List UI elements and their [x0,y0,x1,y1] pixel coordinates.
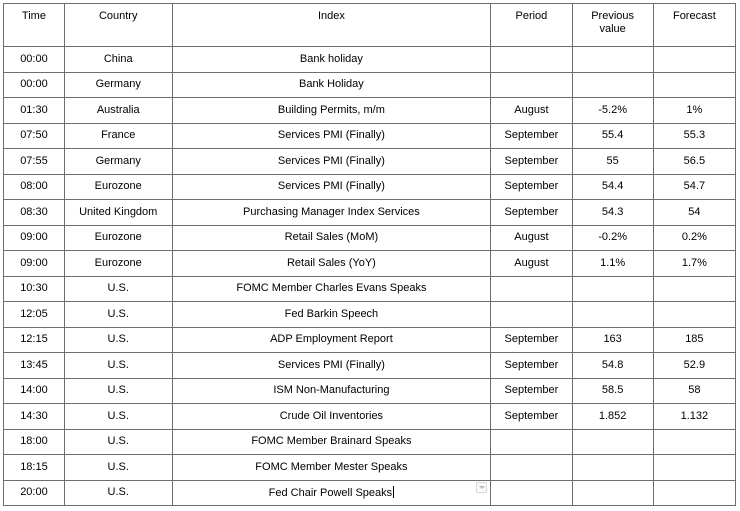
header-index[interactable]: Index [172,4,491,47]
cell-previous[interactable]: 54.4 [572,174,653,200]
cell-country[interactable]: Eurozone [64,225,172,251]
header-previous-line1: Previous [591,10,635,22]
cell-time[interactable]: 08:00 [4,174,65,200]
table-row [4,429,736,455]
table-row [4,455,736,481]
header-previous-value[interactable] [572,4,653,47]
cell-previous[interactable]: 55.4 [572,123,653,149]
header-row [4,4,736,47]
cell-index[interactable]: FOMC Member Charles Evans Speaks [172,276,491,302]
cell-country[interactable]: U.S. [64,302,172,328]
table-row [4,327,736,353]
cell-forecast[interactable]: 54 [653,200,735,226]
header-previous-line2: value [599,23,626,35]
cell-previous[interactable] [572,72,653,98]
cell-period[interactable] [491,302,572,328]
table-row [4,378,736,404]
cell-forecast[interactable] [653,47,735,73]
cell-period[interactable]: September [491,149,572,175]
cell-previous[interactable]: -0.2% [572,225,653,251]
table-row [4,302,736,328]
table-row [4,200,736,226]
table-row [4,149,736,175]
cell-period[interactable]: September [491,378,572,404]
cell-previous[interactable]: 163 [572,327,653,353]
cell-previous[interactable] [572,276,653,302]
cell-country[interactable]: China [64,47,172,73]
active-cell-text: Fed Chair Powell Speaks [268,486,393,499]
cell-index[interactable]: Purchasing Manager Index Services [172,200,491,226]
cell-index[interactable] [172,480,491,506]
cell-forecast[interactable]: 185 [653,327,735,353]
table-row [4,404,736,430]
cell-previous[interactable] [572,47,653,73]
cell-time[interactable]: 09:00 [4,251,65,277]
cell-index[interactable]: Bank holiday [172,47,491,73]
cell-country[interactable]: Germany [64,72,172,98]
cell-country[interactable]: Germany [64,149,172,175]
cell-index[interactable]: Services PMI (Finally) [172,174,491,200]
cell-forecast[interactable]: 52.9 [653,353,735,379]
cell-period[interactable]: September [491,200,572,226]
cell-index[interactable]: ISM Non-Manufacturing [172,378,491,404]
cell-index[interactable]: Bank Holiday [172,72,491,98]
active-cell-editor[interactable] [173,486,491,500]
cell-index[interactable]: Services PMI (Finally) [172,149,491,175]
cell-country[interactable]: Eurozone [64,251,172,277]
cell-period[interactable] [491,276,572,302]
cell-period[interactable]: August [491,251,572,277]
cell-previous[interactable]: -5.2% [572,98,653,124]
cell-index[interactable]: FOMC Member Mester Speaks [172,455,491,481]
cell-previous[interactable] [572,455,653,481]
cell-time[interactable]: 09:00 [4,225,65,251]
cell-time[interactable]: 14:00 [4,378,65,404]
cell-period[interactable]: September [491,123,572,149]
cell-country[interactable]: U.S. [64,480,172,506]
table-row [4,251,736,277]
cell-previous[interactable]: 54.3 [572,200,653,226]
cell-index[interactable]: Building Permits, m/m [172,98,491,124]
cell-period[interactable]: September [491,353,572,379]
cell-previous[interactable]: 54.8 [572,353,653,379]
table-row [4,98,736,124]
cell-time[interactable]: 07:50 [4,123,65,149]
cell-forecast[interactable]: 1.7% [653,251,735,277]
cell-time[interactable]: 18:00 [4,429,65,455]
table-row [4,276,736,302]
cell-period[interactable] [491,72,572,98]
header-time[interactable]: Time [4,4,65,47]
table-row [4,174,736,200]
cell-period[interactable] [491,429,572,455]
cell-forecast[interactable]: 54.7 [653,174,735,200]
cell-forecast[interactable] [653,72,735,98]
cell-period[interactable] [491,47,572,73]
cell-country[interactable]: U.S. [64,353,172,379]
header-country[interactable]: Country [64,4,172,47]
cell-previous[interactable]: 1.852 [572,404,653,430]
cell-time[interactable]: 12:15 [4,327,65,353]
cell-forecast[interactable]: 56.5 [653,149,735,175]
table-row [4,353,736,379]
text-cursor [393,486,394,498]
cell-country[interactable]: U.S. [64,276,172,302]
cell-period[interactable]: August [491,98,572,124]
cell-country[interactable]: U.S. [64,404,172,430]
cell-country[interactable]: France [64,123,172,149]
cell-index[interactable]: Retail Sales (MoM) [172,225,491,251]
cell-forecast[interactable]: 55.3 [653,123,735,149]
table-row [4,480,736,506]
cell-forecast[interactable] [653,276,735,302]
cell-previous[interactable]: 1.1% [572,251,653,277]
cell-index[interactable]: Crude Oil Inventories [172,404,491,430]
cell-previous[interactable] [572,480,653,506]
cell-country[interactable]: U.S. [64,429,172,455]
cell-forecast[interactable]: 0.2% [653,225,735,251]
cell-country[interactable]: United Kingdom [64,200,172,226]
cell-forecast[interactable]: 1.132 [653,404,735,430]
table-row [4,72,736,98]
cell-forecast[interactable] [653,302,735,328]
cell-country[interactable]: U.S. [64,327,172,353]
cell-time[interactable]: 20:00 [4,480,65,506]
table-row [4,123,736,149]
header-forecast[interactable]: Forecast [653,4,735,47]
economic-calendar-table [3,3,736,506]
cell-time[interactable]: 01:30 [4,98,65,124]
cell-previous[interactable] [572,429,653,455]
cell-time[interactable]: 00:00 [4,47,65,73]
cell-time[interactable]: 10:30 [4,276,65,302]
cell-time[interactable]: 13:45 [4,353,65,379]
cell-previous[interactable]: 55 [572,149,653,175]
table-body [4,47,736,506]
cell-previous[interactable] [572,302,653,328]
cell-forecast[interactable] [653,429,735,455]
table-row [4,225,736,251]
cell-time[interactable]: 14:30 [4,404,65,430]
cell-period[interactable] [491,455,572,481]
cell-forecast[interactable] [653,455,735,481]
cell-index[interactable]: Services PMI (Finally) [172,353,491,379]
cell-time[interactable]: 12:05 [4,302,65,328]
cell-previous[interactable]: 58.5 [572,378,653,404]
cell-time[interactable]: 18:15 [4,455,65,481]
cell-country[interactable]: U.S. [64,378,172,404]
cell-country[interactable]: Eurozone [64,174,172,200]
cell-index[interactable]: Retail Sales (YoY) [172,251,491,277]
cell-index[interactable]: FOMC Member Brainard Speaks [172,429,491,455]
cell-index[interactable]: ADP Employment Report [172,327,491,353]
cell-forecast[interactable] [653,480,735,506]
cell-time[interactable]: 00:00 [4,72,65,98]
cell-time[interactable]: 08:30 [4,200,65,226]
cell-period[interactable] [491,480,572,506]
header-period[interactable]: Period [491,4,572,47]
cell-period[interactable]: September [491,174,572,200]
cell-period[interactable]: September [491,404,572,430]
cell-forecast[interactable]: 58 [653,378,735,404]
cell-index[interactable]: Fed Barkin Speech [172,302,491,328]
cell-period[interactable]: August [491,225,572,251]
chevron-down-icon[interactable] [476,482,487,493]
table-row [4,47,736,73]
cell-index[interactable]: Services PMI (Finally) [172,123,491,149]
cell-country[interactable]: Australia [64,98,172,124]
cell-forecast[interactable]: 1% [653,98,735,124]
cell-period[interactable]: September [491,327,572,353]
cell-country[interactable]: U.S. [64,455,172,481]
cell-time[interactable]: 07:55 [4,149,65,175]
